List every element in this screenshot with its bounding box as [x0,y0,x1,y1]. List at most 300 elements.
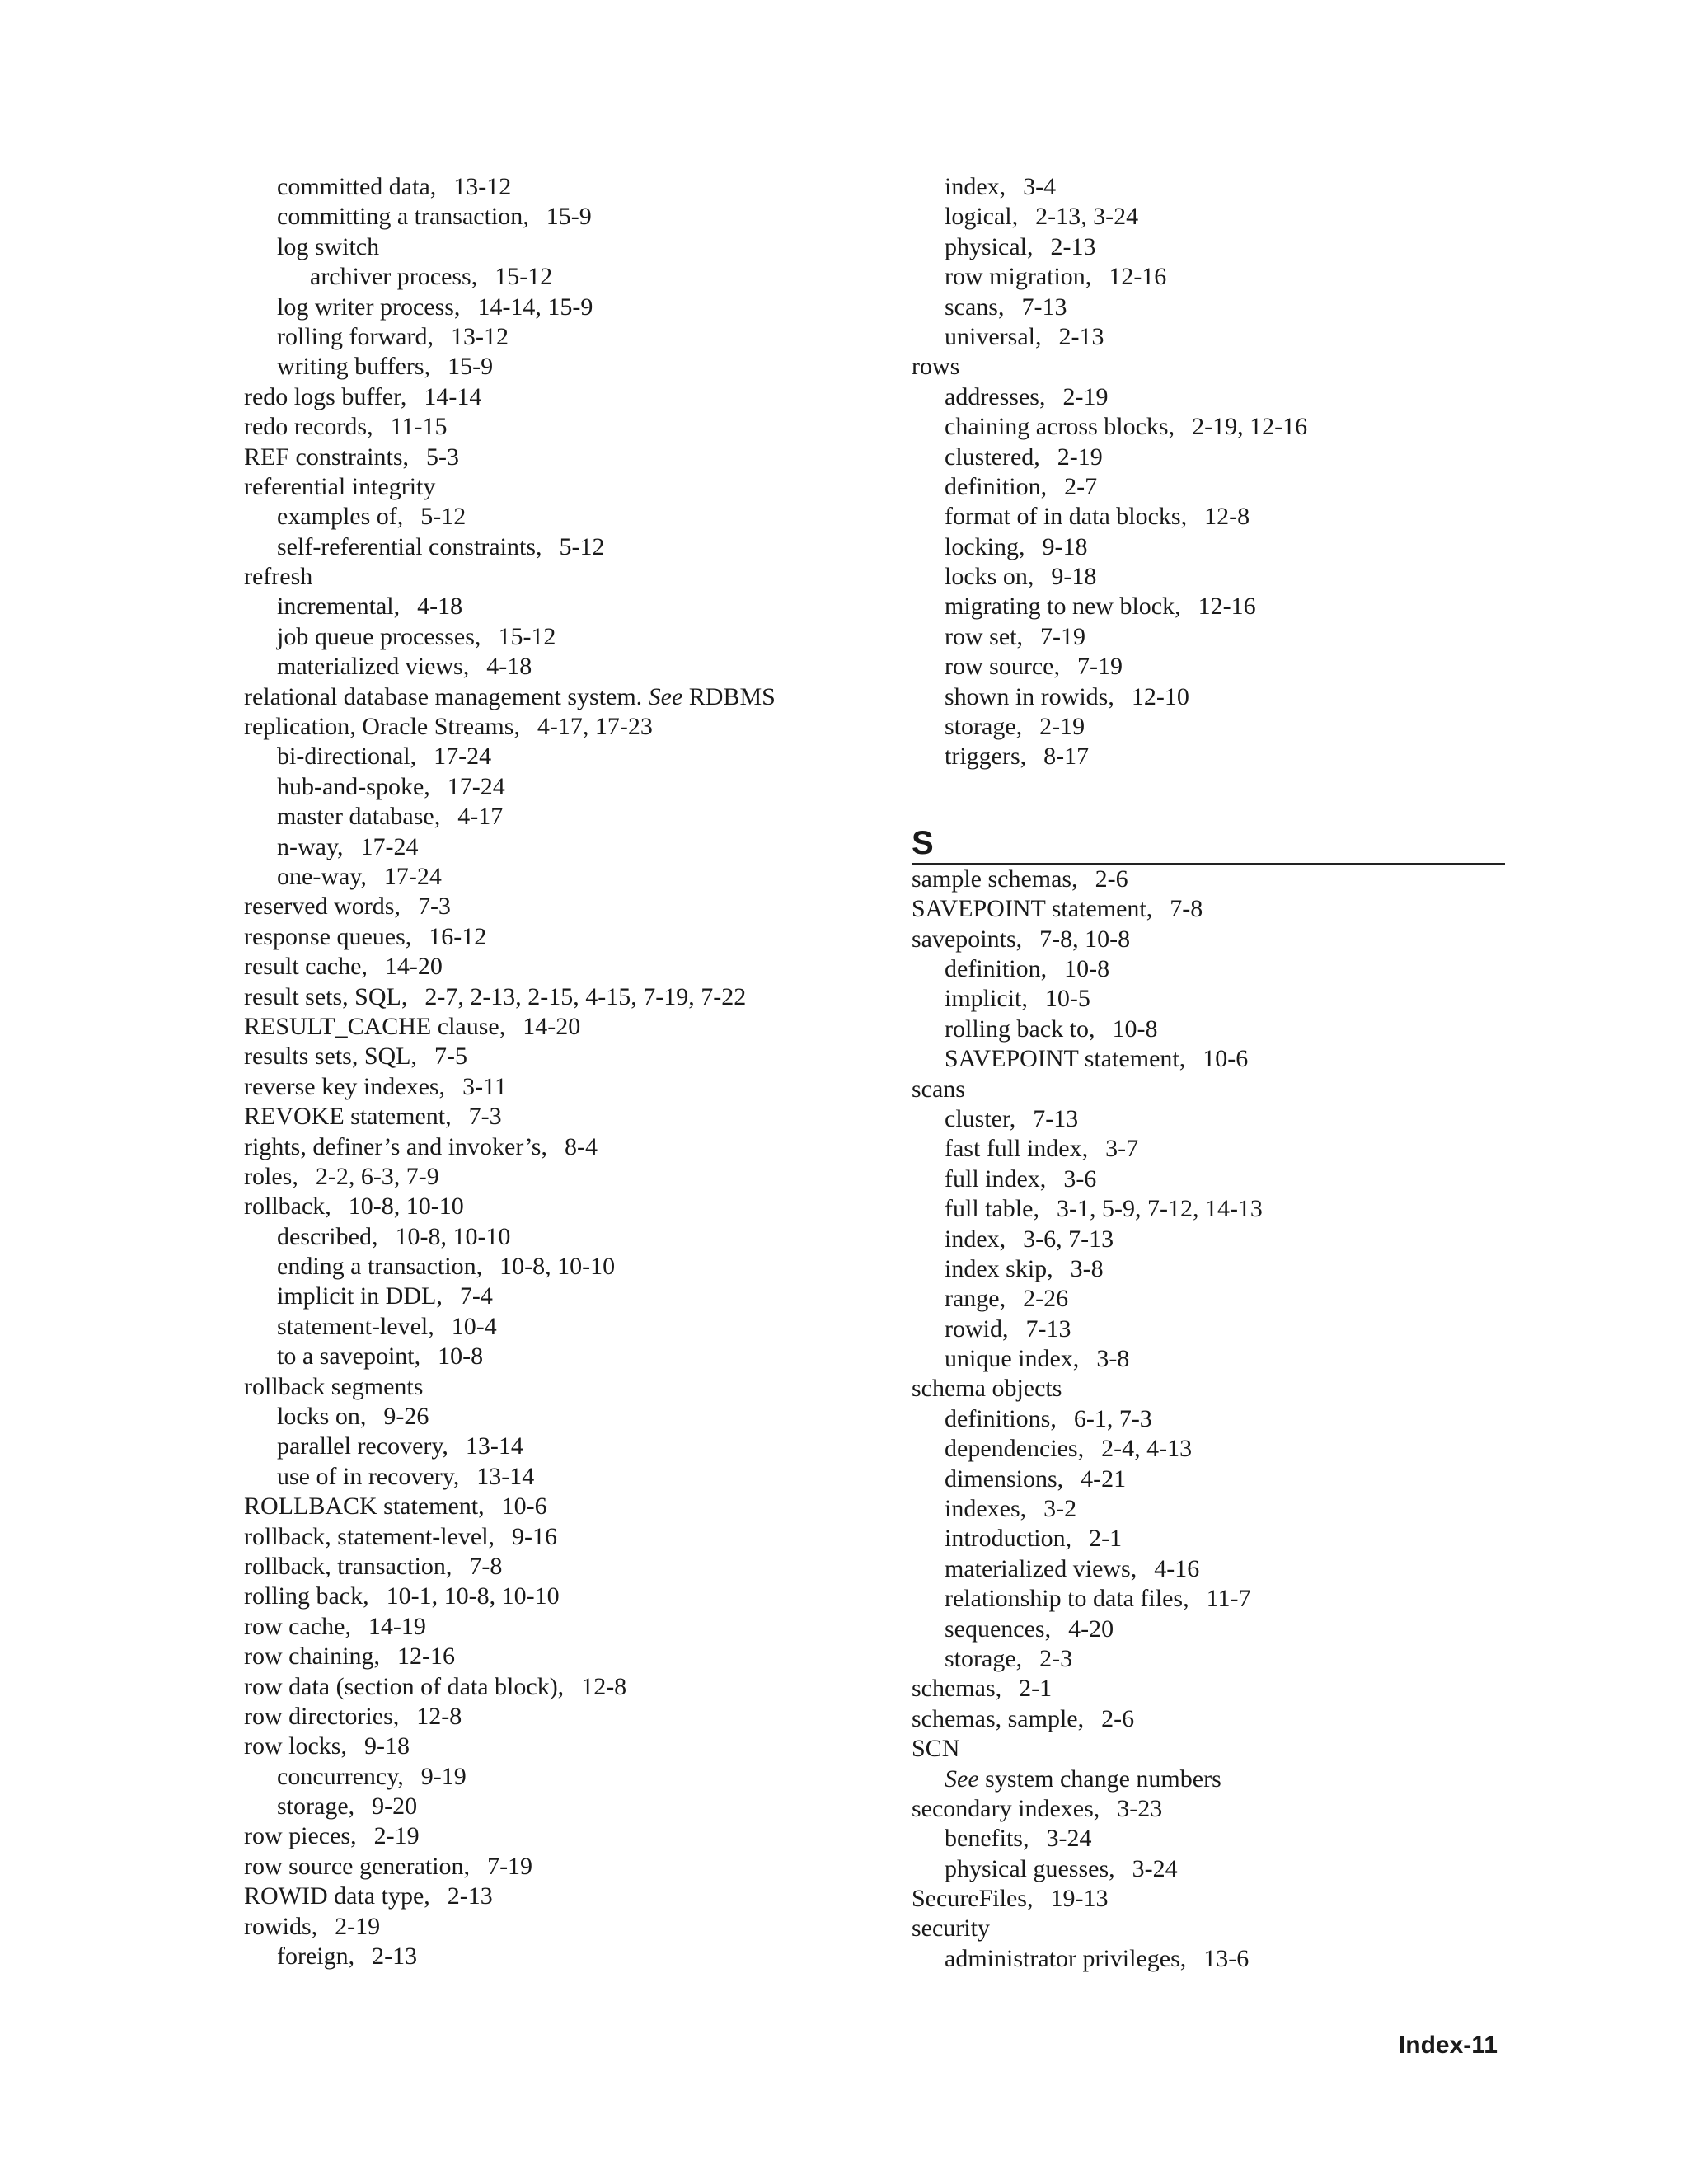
index-entry [244,502,870,532]
index-entry [244,772,870,802]
index-entry [244,892,870,921]
entry-page-refs: 12-8 [1204,503,1250,531]
entry-page-refs: 7-13 [1033,1104,1079,1132]
index-entry [912,352,1505,382]
entry-term: chaining across blocks, [945,413,1175,441]
entry-term: reserved words, [244,893,401,921]
entry-page-refs: 10-4 [451,1312,497,1340]
entry-page-refs: 9-18 [1042,532,1088,560]
entry-page-refs: 9-26 [383,1403,429,1431]
entry-term: committing a transaction, [277,203,529,231]
index-entry [244,1222,870,1252]
entry-term: foreign, [277,1943,355,1971]
index-entry [244,1642,870,1671]
entry-term: storage, [945,713,1023,741]
entry-page-refs: 4-17, 17-23 [537,713,653,741]
entry-term: sequences, [945,1615,1052,1643]
entry-term: administrator privileges, [945,1944,1187,1972]
entry-term: ROWID data type, [244,1882,430,1910]
index-entry [912,1914,1505,1943]
entry-page-refs: 12-16 [1109,263,1167,291]
entry-page-refs: 12-8 [581,1672,627,1700]
entry-term: introduction, [945,1525,1072,1553]
entry-page-refs: 4-16 [1154,1554,1200,1582]
entry-term: rolling back, [244,1582,369,1610]
entry-term: rowids, [244,1912,318,1940]
entry-page-refs: 3-11 [462,1072,507,1100]
entry-term: row locks, [244,1732,347,1760]
index-entry [244,682,870,712]
entry-term: implicit in DDL, [277,1282,443,1310]
entry-page-refs: 2-19 [373,1822,420,1850]
entry-term: implicit, [945,985,1028,1013]
index-entry [244,322,870,352]
index-entry [244,1732,870,1761]
entry-page-refs: 11-15 [390,413,448,441]
index-entry [244,1522,870,1552]
entry-term: physical, [945,232,1034,260]
entry-term: fast full index, [945,1135,1089,1163]
entry-term: physical guesses, [945,1854,1115,1882]
entry-page-refs: 2-6 [1095,865,1128,893]
index-entry [912,1284,1505,1314]
entry-term: described, [277,1222,378,1250]
index-entry [912,622,1505,652]
entry-page-refs: 2-13 [372,1943,418,1971]
index-entry [244,532,870,562]
entry-page-refs: 2-1 [1089,1525,1123,1553]
index-entry [912,262,1505,292]
index-entry [912,1344,1505,1374]
index-entry [912,592,1505,621]
entry-page-refs: 4-17 [457,803,504,831]
index-entry [912,1254,1505,1284]
index-entry [912,1584,1505,1614]
entry-page-refs: 2-13, 3-24 [1035,203,1139,231]
index-entry [912,1734,1505,1764]
entry-term: row data (section of data block), [244,1672,565,1700]
entry-page-refs: 2-19 [335,1912,381,1940]
entry-term: row set, [945,622,1023,650]
index-entry [244,293,870,322]
entry-page-refs: 15-9 [448,353,494,381]
entry-page-refs: 14-20 [523,1012,581,1040]
entry-page-refs: 9-18 [363,1732,410,1760]
index-entry [912,1615,1505,1644]
index-entry [912,1854,1505,1884]
entry-page-refs: 5-12 [420,503,467,531]
index-entry [244,232,870,262]
index-entry [244,1402,870,1432]
entry-page-refs: 2-3 [1039,1644,1073,1672]
index-entry [912,502,1505,532]
entry-term: full index, [945,1165,1047,1193]
index-entry [244,592,870,621]
entry-term: definitions, [945,1404,1057,1432]
index-entry [912,562,1505,592]
entry-term: result cache, [244,953,368,981]
entry-page-refs: 13-14 [465,1432,523,1460]
entry-term: rolling back to, [945,1015,1095,1043]
index-entry [244,1882,870,1911]
entry-page-refs: 2-13 [1058,322,1104,350]
index-entry [912,1225,1505,1254]
entry-page-refs: 13-6 [1203,1944,1250,1972]
entry-page-refs: 10-8, 10-10 [395,1222,511,1250]
entry-page-refs: 8-4 [564,1132,598,1160]
index-entry [912,1044,1505,1074]
index-entry [912,1644,1505,1674]
index-entry [912,1165,1505,1194]
entry-term: REVOKE statement, [244,1103,452,1131]
entry-term: redo records, [244,413,373,441]
entry-term: SAVEPOINT statement, [912,895,1153,923]
index-entry [912,1104,1505,1134]
entry-term: secondary indexes, [912,1794,1100,1822]
entry-term: row chaining, [244,1643,380,1671]
entry-term: materialized views, [945,1554,1137,1582]
entry-term: RESULT_CACHE clause, [244,1012,506,1040]
entry-page-refs: 10-8, 10-10 [348,1193,464,1221]
index-entry [912,1404,1505,1434]
entry-term: bi-directional, [277,743,417,771]
index-entry [244,1702,870,1732]
index-entry [244,1672,870,1702]
index-entry [912,1134,1505,1164]
entry-term: row pieces, [244,1822,357,1850]
entry-term: scans [912,1075,965,1103]
entry-page-refs: 14-14 [424,382,482,410]
index-entry [912,925,1505,954]
entry-page-refs: 9-18 [1051,563,1097,591]
entry-term: addresses, [945,382,1046,410]
entry-term: roles, [244,1162,298,1190]
entry-page-refs: 5-3 [426,443,459,471]
entry-term: SAVEPOINT statement, [945,1045,1186,1073]
entry-term: SecureFiles, [912,1885,1034,1913]
index-entry [912,1884,1505,1914]
entry-term: shown in rowids, [945,682,1114,710]
index-entry [912,652,1505,682]
index-entry [244,832,870,862]
entry-page-refs: 17-24 [434,743,492,771]
entry-term: redo logs buffer, [244,382,407,410]
entry-term: security [912,1915,990,1943]
entry-page-refs: 4-18 [486,653,532,681]
entry-term: rollback, transaction, [244,1552,452,1580]
entry-term: parallel recovery, [277,1432,448,1460]
section-divider [912,863,1505,865]
index-entry [244,172,870,202]
index-entry [912,172,1505,202]
index-entry [912,1494,1505,1524]
entry-page-refs: 15-12 [495,263,553,291]
entry-term: writing buffers, [277,353,431,381]
see-reference: See [648,682,683,710]
index-entry [244,1612,870,1642]
entry-term: index, [945,173,1006,200]
entry-term: relationship to data files, [945,1585,1189,1613]
index-entry [244,742,870,771]
entry-page-refs: 14-14, 15-9 [477,293,593,321]
entry-page-refs: 2-13 [1050,232,1096,260]
entry-term: locking, [945,532,1025,560]
index-entry [244,622,870,652]
entry-page-refs: 4-21 [1081,1465,1127,1493]
entry-term: self-referential constraints, [277,532,542,560]
index-entry [244,1492,870,1521]
entry-page-refs: 2-19 [1039,713,1085,741]
entry-page-refs: 3-6 [1063,1165,1097,1193]
entry-page-refs: 12-8 [416,1702,462,1730]
index-entry [244,1552,870,1582]
index-entry [244,922,870,952]
entry-term: reverse key indexes, [244,1072,446,1100]
index-entry [244,412,870,442]
entry-page-refs: 7-19 [487,1852,533,1880]
entry-page-refs: 7-8, 10-8 [1039,925,1131,953]
index-entry [244,1162,870,1192]
entry-page-refs: 11-7 [1206,1585,1251,1613]
entry-page-refs: 17-24 [447,772,505,800]
index-entries-s [912,865,1505,1974]
index-entry [244,1312,870,1342]
index-entry [244,1192,870,1221]
entry-page-refs: 2-6 [1101,1704,1135,1732]
entry-term: REF constraints, [244,443,409,471]
entry-term: rights, definer’s and invoker’s, [244,1132,547,1160]
entry-page-refs: 2-4, 4-13 [1101,1435,1193,1463]
index-entry [244,1282,870,1311]
entry-term: incremental, [277,593,401,621]
entry-page-refs: 2-7 [1064,472,1098,500]
entry-term: n-way, [277,832,344,860]
entry-page-refs: 10-8 [1112,1015,1158,1043]
entry-term: scans, [945,293,1005,321]
index-entry [912,712,1505,742]
entry-term: storage, [945,1644,1023,1672]
entry-term: row migration, [945,263,1092,291]
entry-term: examples of, [277,503,404,531]
index-entry [912,954,1505,984]
entry-term: migrating to new block, [945,593,1181,621]
entry-term: results sets, SQL, [244,1043,417,1071]
entry-term: one-way, [277,862,367,890]
index-entry [244,1072,870,1102]
index-entry [912,232,1505,262]
index-entry [912,1674,1505,1704]
entry-page-refs: 4-18 [417,593,463,621]
entry-page-refs: 10-8 [438,1343,484,1371]
entry-term: clustered, [945,443,1040,471]
entry-page-refs: 3-23 [1117,1794,1163,1822]
index-column-left [244,172,870,1971]
entry-page-refs: 10-6 [1203,1045,1249,1073]
entry-term: row directories, [244,1702,400,1730]
entry-page-refs: 7-5 [434,1043,467,1071]
index-entry [912,1765,1505,1794]
entry-page-refs: 19-13 [1050,1885,1109,1913]
index-entry [244,1012,870,1042]
see-target: RDBMS [682,682,776,710]
index-entry [912,742,1505,771]
index-entry [912,1824,1505,1854]
index-entry [912,1315,1505,1344]
entry-page-refs: 13-12 [450,322,509,350]
index-entry [244,1102,870,1132]
entry-term: savepoints, [912,925,1023,953]
entry-page-refs: 7-8 [469,1552,503,1580]
index-entry [912,322,1505,352]
entry-page-refs: 3-4 [1023,173,1057,200]
entry-term: locks on, [945,563,1034,591]
entry-page-refs: 3-1, 5-9, 7-12, 14-13 [1056,1195,1263,1223]
entry-page-refs: 3-8 [1070,1254,1104,1282]
entry-page-refs: 7-13 [1021,293,1067,321]
entry-term: index skip, [945,1254,1053,1282]
entry-term: replication, Oracle Streams, [244,713,520,741]
entry-page-refs: 10-8 [1064,954,1110,982]
index-entry [244,1762,870,1792]
entry-page-refs: 14-20 [384,953,443,981]
index-entry [244,562,870,592]
section-header [912,794,1505,865]
index-entry [912,1704,1505,1734]
entry-page-refs: 14-19 [368,1612,426,1640]
entry-term: logical, [945,203,1019,231]
entry-page-refs: 16-12 [429,922,487,950]
entry-page-refs: 10-6 [501,1493,547,1521]
index-entry [912,1944,1505,1974]
entry-term: cluster, [945,1104,1016,1132]
entry-page-refs: 6-1, 7-3 [1073,1404,1152,1432]
entry-term: unique index, [945,1345,1080,1373]
entry-term: triggers, [945,743,1027,771]
index-entry [244,1342,870,1371]
index-entry [244,1372,870,1402]
see-target: system change numbers [978,1765,1221,1793]
entry-term: statement-level, [277,1312,434,1340]
entry-term: indexes, [945,1495,1027,1523]
entry-term: rolling forward, [277,322,434,350]
entry-term: materialized views, [277,653,470,681]
entry-term: response queues, [244,922,412,950]
entry-page-refs: 17-24 [360,832,419,860]
entry-term: storage, [277,1793,355,1821]
entry-page-refs: 15-9 [546,203,592,231]
index-entry [244,1432,870,1461]
entry-term: referential integrity [244,472,436,500]
index-entries-r [912,172,1505,772]
entry-term: rollback, statement-level, [244,1522,495,1550]
entry-term: full table, [945,1195,1039,1223]
entry-page-refs: 3-2 [1043,1495,1077,1523]
entry-page-refs: 7-4 [459,1282,493,1310]
index-entry [912,532,1505,562]
index-entry [912,1465,1505,1494]
index-entry [244,1912,870,1942]
entry-page-refs: 7-8 [1170,895,1203,923]
entry-term: result sets, SQL, [244,982,408,1010]
entry-term: ending a transaction, [277,1253,483,1281]
entry-term: row cache, [244,1612,351,1640]
index-entry [912,984,1505,1014]
entry-term: definition, [945,472,1048,500]
entry-term: format of in data blocks, [945,503,1188,531]
index-entry [912,443,1505,472]
entry-term: concurrency, [277,1762,404,1790]
entry-page-refs: 17-24 [383,862,442,890]
index-entry [912,894,1505,924]
entry-page-refs: 12-16 [1198,593,1256,621]
entry-page-refs: 7-3 [417,893,451,921]
entry-page-refs: 10-8, 10-10 [499,1253,616,1281]
index-entry [244,652,870,682]
entry-page-refs: 9-16 [512,1522,558,1550]
entry-page-refs: 3-8 [1096,1345,1130,1373]
entry-page-refs: 12-10 [1131,682,1189,710]
entry-term: refresh [244,563,313,591]
index-entry [244,1132,870,1162]
entry-term: archiver process, [310,263,478,291]
index-entry [912,1075,1505,1104]
entry-page-refs: 2-19 [1062,382,1109,410]
index-entry [244,952,870,982]
entry-term: log writer process, [277,293,461,321]
entry-page-refs: 2-1 [1019,1675,1053,1703]
index-entry [912,382,1505,412]
entry-term: SCN [912,1735,960,1763]
entry-term: universal, [945,322,1042,350]
entry-page-refs: 2-26 [1023,1285,1069,1313]
see-reference: See [945,1765,979,1793]
entry-term: rollback segments [244,1372,424,1400]
index-entry [244,352,870,382]
entry-page-refs: 9-20 [372,1793,418,1821]
index-entry [244,802,870,832]
index-entry [912,412,1505,442]
entry-term: rollback, [244,1193,331,1221]
index-entry [912,1554,1505,1584]
entry-term: index, [945,1225,1006,1253]
entry-page-refs: 12-16 [396,1643,455,1671]
index-entry [244,472,870,502]
entry-term: schemas, sample, [912,1704,1085,1732]
index-entry [912,1524,1505,1554]
entry-term: range, [945,1285,1006,1313]
entry-page-refs: 13-14 [476,1462,535,1490]
index-entry [244,1252,870,1282]
index-entry [912,1374,1505,1404]
index-entry [912,1015,1505,1044]
entry-page-refs: 5-12 [559,532,605,560]
entry-page-refs: 7-3 [468,1103,502,1131]
entry-term: row source generation, [244,1852,471,1880]
index-entry [244,1792,870,1821]
index-entry [244,202,870,232]
entry-term: committed data, [277,173,437,200]
entry-page-refs: 4-20 [1068,1615,1114,1643]
entry-page-refs: 2-13 [447,1882,493,1910]
entry-term: rowid, [945,1315,1009,1343]
section-letter: S [912,824,934,861]
entry-term: benefits, [945,1825,1029,1853]
entry-page-refs: 3-7 [1105,1135,1139,1163]
entry-term: rows [912,353,960,381]
index-entry [244,1042,870,1071]
index-entry [912,1194,1505,1224]
entry-term: to a savepoint, [277,1343,421,1371]
